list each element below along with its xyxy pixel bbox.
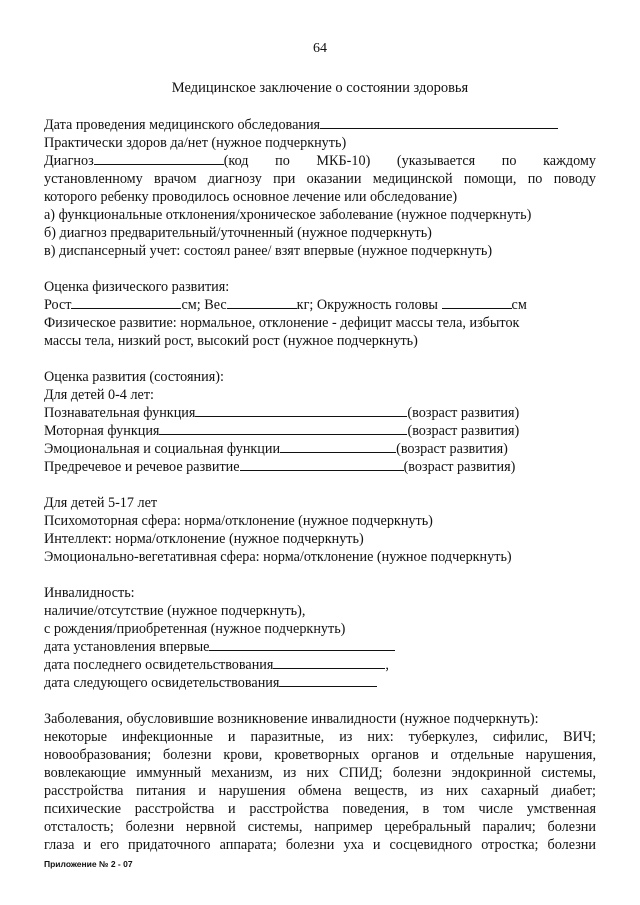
diagnosis-field[interactable] (94, 152, 224, 165)
next-exam-field[interactable] (279, 674, 377, 687)
last-exam-row (44, 656, 596, 674)
motor-field[interactable] (159, 422, 407, 435)
diseases-line-7: глаза и его придаточного аппарата; болезни уха и сосцевидного отростка; болезни (44, 837, 596, 853)
diagnosis-line-3: которого ребенку проводилось основное лечение или обследование) (44, 189, 458, 205)
disability-presence: наличие/отсутствие (нужное подчеркнуть), (44, 603, 306, 619)
weight-field[interactable] (227, 296, 297, 309)
physical-dev-line-1: Физическое развитие: нормальное, отклонение - дефицит массы тела, избыток (44, 315, 520, 331)
speech-row (44, 458, 596, 476)
diseases-line-2: новообразования; болезни крови, кроветворных органов и отдельные нарушения, (44, 747, 596, 763)
disability-heading: Инвалидность: (44, 585, 135, 601)
emotional-dev-age: (возраст развития) (396, 441, 508, 457)
form-body (44, 116, 596, 854)
item-a: а) функциональные отклонения/хроническое заболевание (нужное подчеркнуть) (44, 207, 532, 223)
motor-row (44, 422, 596, 440)
intellect-line: Интеллект: норма/отклонение (нужное подчеркнуть) (44, 531, 364, 547)
height-label: Рост (44, 297, 72, 313)
head-field[interactable] (442, 296, 512, 309)
next-exam-row (44, 674, 596, 692)
disability-origin: с рождения/приобретенная (нужное подчеркнуть) (44, 621, 346, 637)
exam-date-label: Дата проведения медицинского обследования (44, 117, 321, 133)
last-exam-label: дата последнего освидетельствования (44, 657, 274, 673)
diagnosis-line-2: установленному врачом диагнозу при оказании медицинской помощи, по поводу (44, 171, 596, 187)
measurements-row (44, 296, 596, 314)
diagnosis-code-text: (код по МКБ-10) (указывается по каждому (223, 153, 596, 169)
diseases-heading: Заболевания, обусловившие возникновение инвалидности (нужное подчеркнуть): (44, 711, 539, 727)
emotional-row (44, 440, 596, 458)
healthy-label: Практически здоров да/нет (нужное подчеркнуть) (44, 135, 347, 151)
weight-unit: кг; Окружность головы (296, 297, 438, 313)
last-exam-field[interactable] (273, 656, 385, 669)
document-title: Медицинское заключение о состоянии здоровья (171, 80, 469, 96)
psychomotor-line: Психомоторная сфера: норма/отклонение (нужное подчеркнуть) (44, 513, 433, 529)
speech-dev-age: (возраст развития) (403, 459, 516, 475)
age-5-17-heading: Для детей 5-17 лет (44, 495, 158, 511)
emotional-label: Эмоциональная и социальная функции (44, 441, 281, 457)
diseases-line-6: отсталость; болезни нервной системы, например церебральный паралич; болезни (44, 819, 596, 835)
first-date-label: дата установления впервые (44, 639, 210, 655)
head-unit: см (511, 297, 527, 313)
cognitive-field[interactable] (195, 404, 407, 417)
motor-label: Моторная функция (44, 423, 160, 439)
development-heading: Оценка развития (состояния): (44, 369, 224, 385)
item-v: в) диспансерный учет: состоял ранее/ взят впервые (нужное подчеркнуть) (44, 243, 493, 259)
diseases-line-4: расстройства питания и нарушения обмена веществ, из них сахарный диабет; (44, 783, 596, 799)
physical-heading: Оценка физического развития: (44, 279, 230, 295)
speech-field[interactable] (240, 458, 404, 471)
page-number: 64 (313, 41, 327, 56)
cognitive-row (44, 404, 596, 422)
age-0-4-heading: Для детей 0-4 лет: (44, 387, 154, 403)
diseases-line-5: психические расстройства и расстройства поведения, в том числе умственная (44, 801, 596, 817)
exam-date-row (44, 116, 596, 134)
height-field[interactable] (71, 296, 181, 309)
diseases-line-1: некоторые инфекционные и паразитные, из них: туберкулез, сифилис, ВИЧ; (44, 729, 596, 745)
diagnosis-label: Диагноз (44, 153, 94, 169)
diseases-line-3: вовлекающие иммунный механизм, из них СПИД; болезни эндокринной системы, (44, 765, 596, 781)
cognitive-label: Познавательная функция (44, 405, 196, 421)
vegetative-line: Эмоционально-вегетативная сфера: норма/отклонение (нужное подчеркнуть) (44, 549, 512, 565)
height-unit: см; Вес (181, 297, 227, 313)
item-b: б) диагноз предварительный/уточненный (нужное подчеркнуть) (44, 225, 432, 241)
first-date-field[interactable] (209, 638, 395, 651)
footer-appendix: Приложение № 2 - 07 (44, 859, 133, 869)
motor-dev-age: (возраст развития) (407, 423, 520, 439)
speech-label: Предречевое и речевое развитие (44, 459, 240, 475)
first-date-row (44, 638, 596, 656)
diagnosis-row (44, 152, 596, 170)
emotional-field[interactable] (280, 440, 396, 453)
exam-date-field[interactable] (320, 116, 558, 129)
next-exam-label: дата следующего освидетельствования (44, 675, 280, 691)
last-exam-comma: , (385, 657, 389, 673)
cognitive-dev-age: (возраст развития) (407, 405, 520, 421)
physical-dev-line-2: массы тела, низкий рост, высокий рост (нужное подчеркнуть) (44, 333, 418, 349)
